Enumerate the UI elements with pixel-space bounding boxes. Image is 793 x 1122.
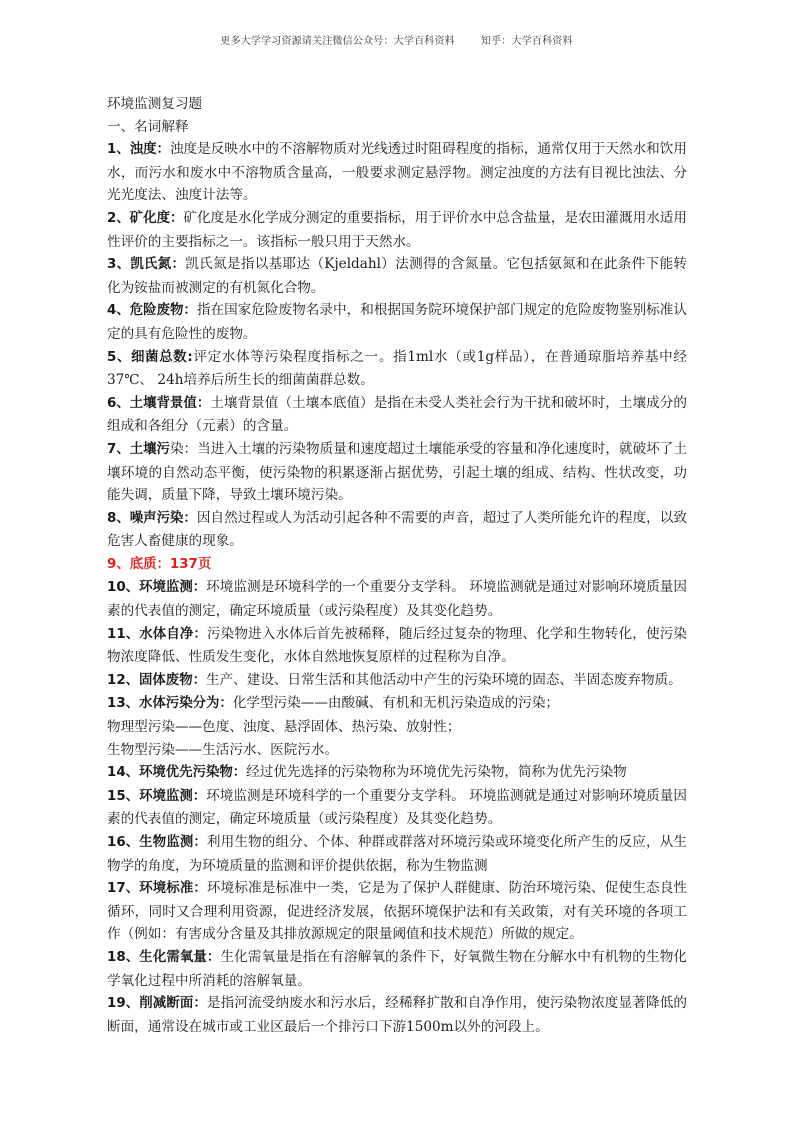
- entry-12: 12、固体废物：生产、建设、日常生活和其他活动中产生的污染环境的固态、半固态废弃物质。: [107, 671, 682, 688]
- entry-14: 14、环境优先污染物：经过优先选择的污染物称为环境优先污染物，简称为优先污染物: [107, 764, 627, 781]
- term: 削减断面: [139, 996, 194, 1012]
- entry-19: 19、削减断面：是指河流受纳废水和污水后，经稀释扩散和自净作用，使污染物浓度显著降低的断面，通常设在城市或工业区最后一个排污口下游1500m以外的河段上。: [107, 995, 688, 1035]
- page-header: [0, 32, 793, 47]
- term: 生物监测: [139, 835, 194, 850]
- definition: 染：当进入土壤的污染物质量和速度超过土壤能承受的容量和净化速度时，就破坏了土壤环境的自然动态平衡，使污染物的积累逐渐占据优势，引起土壤的组成、结构、性状改变，功能失调，质量下降，导致土壤环境污染。: [107, 440, 687, 504]
- definition: 利用生物的组分、个体、种群或群落对环境污染或环境变化所产生的反应，从生物学的角度，为环境质量的监测和评价提供依据，称为生物监测: [107, 834, 688, 874]
- term: 细菌总数: [131, 349, 188, 365]
- entry-2: 2、矿化度：矿化度是水化学成分测定的重要指标，用于评价水中总含盐量，是农田灌溉用水适用性评价的主要指标之一。该指标一般只用于天然水。: [107, 209, 688, 250]
- term: 环境优先污染物: [139, 765, 233, 781]
- definition: 是指河流受纳废水和污水后，经稀释扩散和自净作用，使污染物浓度显著降低的断面，通常设在城市或工业区最后一个排污口下游1500m以外的河段上。: [107, 995, 688, 1035]
- term: 环境标准: [139, 881, 194, 897]
- entry-1: 1、浊度：浊度是反映水中的不溶解物质对光线透过时阻碍程度的指标，通常仅用于天然水和饮用水，而污水和废水中不溶物质含量高，一般要求测定悬浮物。测定浊度的方法有目视比浊法、分光光度法、浊度计法等。: [107, 141, 687, 204]
- definition: 指在国家危险废物名录中，和根据国务院环境保护部门规定的危险废物鉴别标准认定的具有危险性的废物。: [107, 302, 688, 342]
- entry-8: 8、噪声污染：因自然过程或人为活动引起各种不需要的声音，超过了人类所能允许的程度，以致危害人畜健康的现象。: [107, 509, 688, 550]
- term: 固体废物: [139, 672, 193, 688]
- term: 底质: [129, 556, 157, 572]
- term: 土壤污: [129, 441, 170, 457]
- entry-15: 15、环境监测：环境监测是环境科学的一个重要分支学科。 环境监测就是通过对影响环境质量因素的代表值的测定，确定环境质量（或污染程度）及其变化趋势。: [107, 787, 688, 828]
- doc-title: 环境监测复习题: [107, 96, 203, 112]
- definition: 环境标准是标准中一类，它是为了保护人群健康、防治环境污染、促使生态良性循环，同时又合理利用资源，促进经济发展，依据环境保护法和有关政策，对有关环境的各项工作（例如：有害成分含量及其排放源规定的限量阈值和技术规范）所做的规定。: [107, 880, 688, 943]
- section-heading: 一、名词解释: [107, 118, 189, 135]
- term: 环境监测: [139, 580, 193, 596]
- document-body: [107, 93, 687, 1038]
- entry-18: 18、生化需氧量：生化需氧量是指在有溶解氧的条件下，好氧微生物在分解水中有机物的生物化学氧化过程中所消耗的溶解氧量。: [107, 948, 688, 989]
- definition: 浊度是反映水中的不溶解物质对光线透过时阻碍程度的指标，通常仅用于天然水和饮用水，而污水和废水中不溶物质含量高，一般要求测定悬浮物。测定浊度的方法有目视比浊法、分光光度法、浊度计法等。: [107, 141, 687, 204]
- definition: 评定水体等污染程度指标之一。指1ml水（或1g样品），在普通琼脂培养基中经37℃、 24h培养后所生长的细菌菌群总数。: [107, 348, 688, 389]
- entry-13: 13、水体污染分为：化学型污染——由酸碱、有机和无机污染造成的污染；: [107, 695, 560, 712]
- definition: 污染物进入水体后首先被稀释，随后经过复杂的物理、化学和生物转化，使污染物浓度降低、性质发生变化，水体自然地恢复原样的过程称为自净。: [107, 625, 688, 666]
- entry-5: 5、细菌总数:评定水体等污染程度指标之一。指1ml水（或1g样品），在普通琼脂培养基中经37℃、 24h培养后所生长的细菌菌群总数。: [107, 348, 688, 389]
- term: 凯氏氮: [130, 257, 172, 273]
- term: 噪声污染: [129, 510, 184, 526]
- entry-13-physical: 物理型污染——色度、浊度、悬浮固体、热污染、放射性；: [107, 719, 461, 736]
- entry-7: 7、土壤污染：当进入土壤的污染物质量和速度超过土壤能承受的容量和净化速度时，就破坏了土壤环境的自然动态平衡，使污染物的积累逐渐占据优势，引起土壤的组成、结构、性状改变，功能失调，质量下降，导致土壤环境污染。: [107, 440, 687, 504]
- definition: 环境监测是环境科学的一个重要分支学科。 环境监测就是通过对影响环境质量因素的代表值的测定，确定环境质量（或污染程度）及其变化趋势。: [107, 579, 688, 620]
- header-left-text: 更多大学学习资源请关注微信公众号：大学百科资料: [220, 36, 455, 47]
- term: 水体污染分为: [139, 696, 220, 712]
- term: 矿化度: [129, 210, 170, 226]
- definition: 经过优先选择的污染物称为环境优先污染物，简称为优先污染物: [246, 764, 627, 781]
- entry-6: 6、土壤背景值：土壤背景值（土壤本底值）是指在未受人类社会行为干扰和破坏时，土壤成分的组成和各组分（元素）的含量。: [107, 394, 687, 435]
- term: 浊度: [129, 142, 157, 158]
- entry-10: 10、环境监测：环境监测是环境科学的一个重要分支学科。 环境监测就是通过对影响环境质量因素的代表值的测定，确定环境质量（或污染程度）及其变化趋势。: [107, 579, 688, 620]
- definition: 137页: [169, 556, 212, 572]
- entry-16: 16、生物监测：利用生物的组分、个体、种群或群落对环境污染或环境变化所产生的反应，从生物学的角度，为环境质量的监测和评价提供依据，称为生物监测: [107, 834, 688, 874]
- definition: 土壤背景值（土壤本底值）是指在未受人类社会行为干扰和破坏时，土壤成分的组成和各组分（元素）的含量。: [107, 394, 687, 435]
- definition: 生化需氧量是指在有溶解氧的条件下，好氧微生物在分解水中有机物的生物化学氧化过程中所消耗的溶解氧量。: [107, 948, 688, 989]
- term: 生化需氧量: [139, 949, 207, 965]
- entry-4: 4、危险废物：指在国家危险废物名录中，和根据国务院环境保护部门规定的危险废物鉴别标准认定的具有危险性的废物。: [107, 302, 688, 342]
- definition: 环境监测是环境科学的一个重要分支学科。 环境监测就是通过对影响环境质量因素的代表值的测定，确定环境质量（或污染程度）及其变化趋势。: [107, 787, 688, 828]
- header-right-text: 知乎：大学百科资料: [480, 36, 573, 47]
- definition: 因自然过程或人为活动引起各种不需要的声音，超过了人类所能允许的程度，以致危害人畜健康的现象。: [107, 509, 688, 550]
- entry-3: 3、凯氏氮：凯氏氮是指以基耶达（Kjeldahl）法测得的含氮量。它包括氨氮和在此条件下能转化为铵盐而被测定的有机氮化合物。: [107, 256, 688, 296]
- entry-9: 9、底质：137页: [107, 556, 212, 572]
- definition: 矿化度是水化学成分测定的重要指标，用于评价水中总含盐量，是农田灌溉用水适用性评价的主要指标之一。该指标一般只用于天然水。: [107, 209, 688, 250]
- entry-17: 17、环境标准：环境标准是标准中一类，它是为了保护人群健康、防治环境污染、促使生态良性循环，同时又合理利用资源，促进经济发展，依据环境保护法和有关政策，对有关环境的各项工作（例如：有害成分含量及其排放源规定的限量阈值和技术规范）所做的规定。: [107, 880, 688, 943]
- entry-11: 11、水体自净：污染物进入水体后首先被稀释，随后经过复杂的物理、化学和生物转化，使污染物浓度降低、性质发生变化，水体自然地恢复原样的过程称为自净。: [107, 625, 688, 666]
- term: 环境监测: [139, 788, 193, 804]
- term: 土壤背景值: [129, 395, 197, 411]
- definition: 生产、建设、日常生活和其他活动中产生的污染环境的固态、半固态废弃物质。: [205, 671, 682, 688]
- term: 危险废物: [129, 303, 184, 319]
- entry-13-biological: 生物型污染——生活污水、医院污水。: [107, 741, 339, 758]
- definition: 凯氏氮是指以基耶达（Kjeldahl）法测得的含氮量。它包括氨氮和在此条件下能转化为铵盐而被测定的有机氮化合物。: [107, 256, 688, 296]
- definition: 化学型污染——由酸碱、有机和无机污染造成的污染；: [232, 695, 560, 712]
- term: 水体自净: [139, 626, 194, 642]
